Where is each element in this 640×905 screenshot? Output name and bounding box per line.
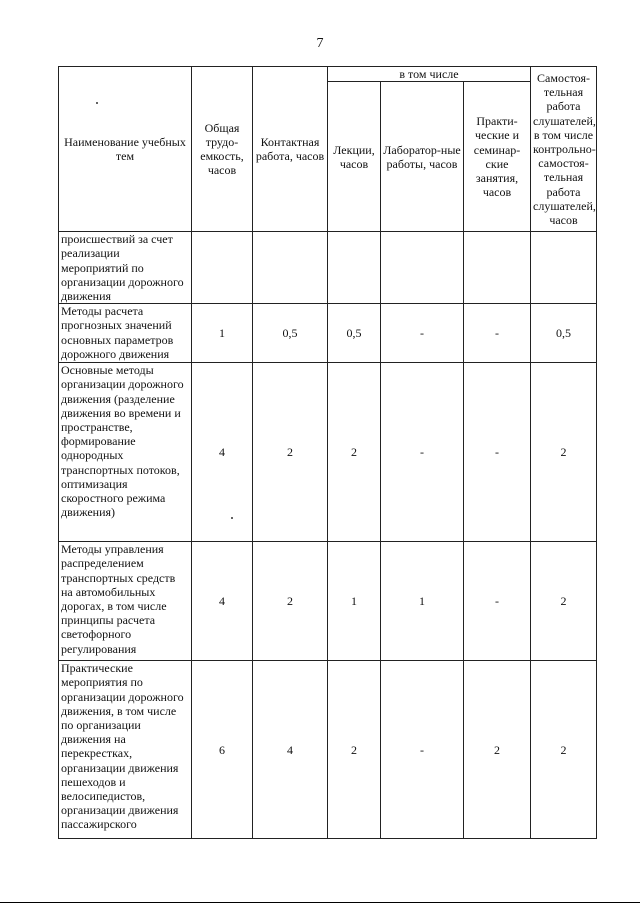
header-lectures: Лекции, часов: [328, 82, 381, 232]
scan-bottom-edge: [0, 902, 640, 903]
total-cell: 4: [192, 363, 253, 542]
lab-cell: -: [381, 661, 464, 839]
self-cell: 2: [531, 661, 597, 839]
contact-cell: 4: [253, 661, 328, 839]
self-cell: [531, 232, 597, 304]
header-topic: Наименование учебных тем: [59, 67, 192, 232]
header-self: Самостоя-тельная работа слушателей, в том числе контрольно-самостоя-тельная работа слушателей, часов: [531, 67, 597, 232]
lectures-cell: 2: [328, 363, 381, 542]
lab-cell: -: [381, 304, 464, 363]
topic-cell: Методы управления распределением транспортных средств на автомобильных дорогах, в том числе принципы расчета светофорного регулирования: [59, 542, 192, 661]
header-practice: Практи-ческие и семинар-ские занятия, часов: [464, 82, 531, 232]
table-row: [59, 232, 597, 304]
lectures-cell: [328, 232, 381, 304]
contact-cell: 2: [253, 542, 328, 661]
total-cell: [192, 232, 253, 304]
topic-cell: происшествий за счет реализации мероприятий по организации дорожного движения: [59, 232, 192, 304]
table-row: [59, 304, 597, 363]
topic-cell: Основные методы организации дорожного движения (разделение движения во времени и пространстве, формирование однородных транспортных потоков, оптимизация скоростного режима движения): [59, 363, 192, 542]
total-cell: 1: [192, 304, 253, 363]
lab-cell: -: [381, 363, 464, 542]
lab-cell: [381, 232, 464, 304]
curriculum-table: [58, 66, 597, 839]
header-contact: Контактная работа, часов: [253, 67, 328, 232]
self-cell: 0,5: [531, 304, 597, 363]
header-total: Общая трудо-емкость, часов: [192, 67, 253, 232]
contact-cell: 0,5: [253, 304, 328, 363]
header-lab: Лаборатор-ные работы, часов: [381, 82, 464, 232]
practice-cell: -: [464, 304, 531, 363]
practice-cell: -: [464, 363, 531, 542]
scan-dot: [96, 102, 98, 104]
practice-cell: -: [464, 542, 531, 661]
lab-cell: 1: [381, 542, 464, 661]
topic-cell: Методы расчета прогнозных значений основных параметров дорожного движения: [59, 304, 192, 363]
table-row: [59, 542, 597, 661]
page-number: 7: [316, 36, 324, 51]
self-cell: 2: [531, 363, 597, 542]
scan-dot: [231, 517, 233, 519]
practice-cell: [464, 232, 531, 304]
table-row: [59, 363, 597, 542]
lectures-cell: 2: [328, 661, 381, 839]
lectures-cell: 1: [328, 542, 381, 661]
topic-cell: Практические мероприятия по организации дорожного движения, в том числе по организации движения на перекрестках, организации движения пешеходов и велосипедистов, организации движения пассажирского: [59, 661, 192, 839]
contact-cell: [253, 232, 328, 304]
practice-cell: 2: [464, 661, 531, 839]
lectures-cell: 0,5: [328, 304, 381, 363]
total-cell: 4: [192, 542, 253, 661]
table-row: [59, 661, 597, 839]
contact-cell: 2: [253, 363, 328, 542]
total-cell: 6: [192, 661, 253, 839]
self-cell: 2: [531, 542, 597, 661]
header-including: в том числе: [328, 67, 531, 82]
